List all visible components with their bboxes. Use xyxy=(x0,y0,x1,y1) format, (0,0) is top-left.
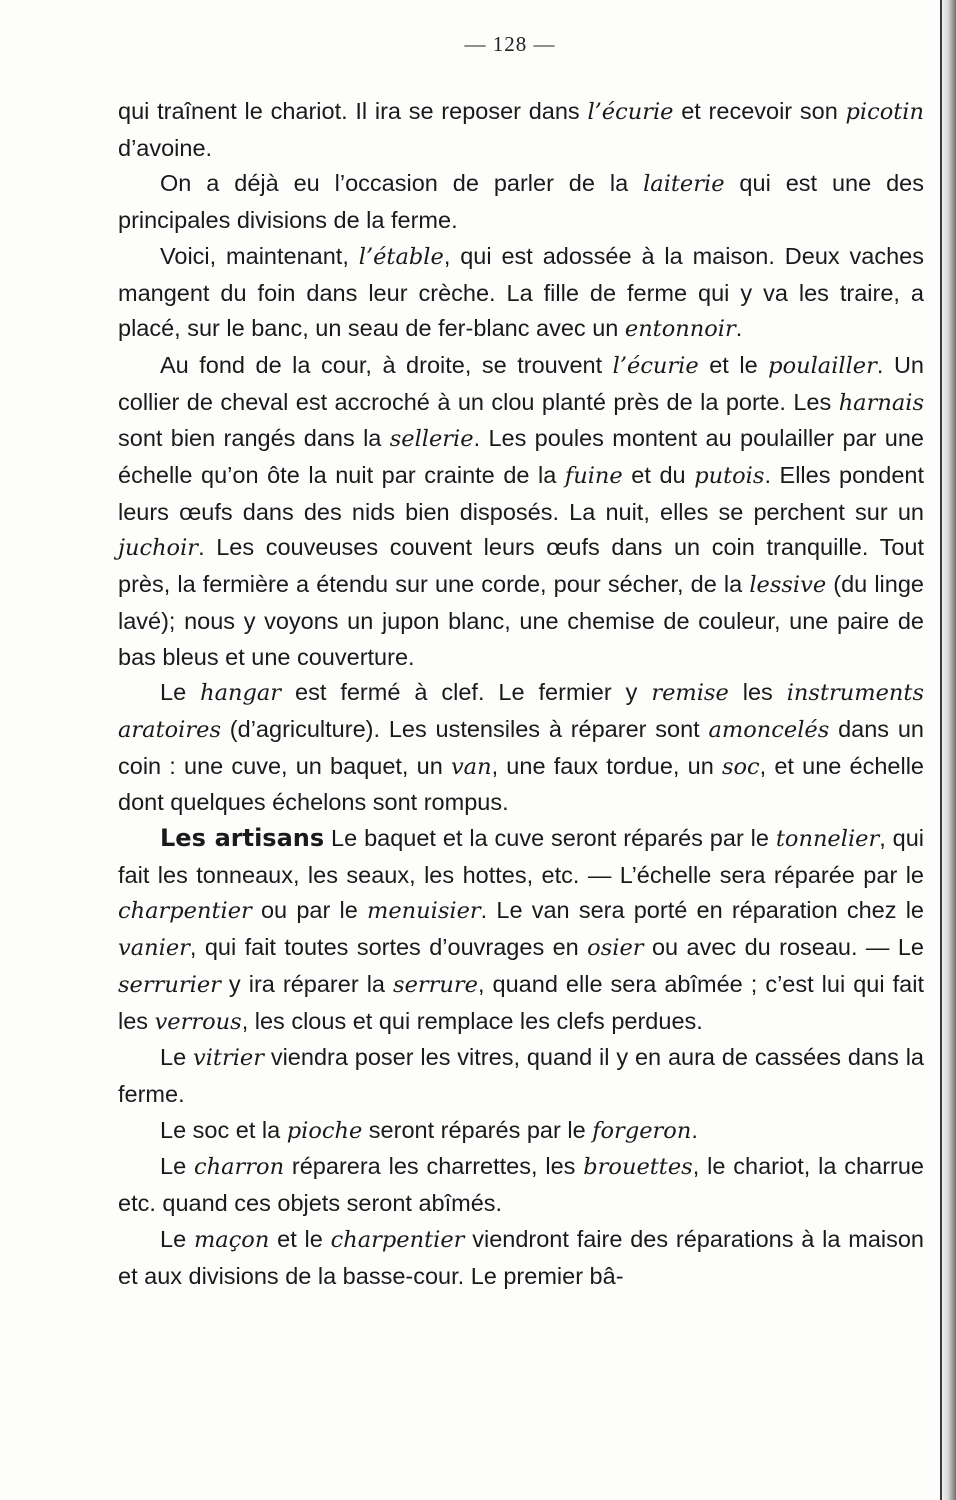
italic-term: tonnelier xyxy=(775,826,880,853)
paragraph: Le charron réparera les charrettes, les brouettes, le chariot, la charrue etc. quand ces objets seront abîmés. xyxy=(118,1153,924,1217)
paragraph: Au fond de la cour, à droite, se trouvent l’écurie et le poulailler. Un collier de cheval est accroché à un clou planté près de la porte. Les harnais sont bien rangés dans la sellerie. Les poules montent au poulailler par une échelle qu’on ôte la nuit par crainte de la fuine et du putois. Elles pondent leurs œufs dans des nids bien disposés. La nuit, elles se perchent sur un juchoir. Les couveuses couvent leurs œufs dans un coin tranquille. Tout près, la fermière a étendu sur une corde, pour sécher, de la lessive (du linge lavé); nous y voyons un jupon blanc, une chemise de couleur, une paire de bas bleus et une couverture. xyxy=(118,351,924,670)
italic-term: forgeron xyxy=(592,1117,692,1144)
italic-term: verrous xyxy=(154,1008,242,1035)
italic-term: pioche xyxy=(286,1117,363,1144)
italic-term: fuine xyxy=(564,463,623,490)
page-number: — 128 — xyxy=(464,32,556,56)
italic-term: lessive xyxy=(749,572,827,599)
italic-term: charpentier xyxy=(330,1226,465,1253)
page-edge xyxy=(940,0,942,1500)
italic-term: putois xyxy=(694,463,765,490)
italic-term: l’écurie xyxy=(612,352,699,379)
italic-term: instruments aratoires xyxy=(118,680,924,743)
italic-term: charron xyxy=(194,1154,285,1181)
body-text xyxy=(118,94,924,1294)
italic-term: charpentier xyxy=(118,898,252,925)
paragraph: Le maçon et le charpentier viendront faire des réparations à la maison et aux divisions de la basse-cour. Le premier bâ- xyxy=(118,1225,924,1289)
paragraph: Le hangar est fermé à clef. Le fermier y remise les instruments aratoires (d’agriculture). Les ustensiles à réparer sont amoncelés dans un coin : une cuve, un baquet, un van, une faux tordue, un soc, et une échelle dont quelques échelons sont rompus. xyxy=(118,679,925,816)
italic-term: l’étable xyxy=(358,243,444,270)
italic-term: maçon xyxy=(193,1226,270,1253)
italic-term: serrurier xyxy=(118,971,221,998)
paragraph: qui traînent le chariot. Il ira se reposer dans l’écurie et recevoir son picotin d’avoine. xyxy=(118,98,924,161)
italic-term: sellerie xyxy=(389,426,474,453)
paragraph: Voici, maintenant, l’étable, qui est adossée à la maison. Deux vaches mangent du foin dans leur crèche. La fille de ferme qui y va les traire, a placé, sur le banc, un seau de fer-blanc avec un entonnoir. xyxy=(118,242,924,343)
italic-term: remise xyxy=(651,680,729,707)
italic-term: amoncelés xyxy=(708,716,830,743)
italic-term: van xyxy=(450,753,492,780)
italic-term: serrure xyxy=(393,971,478,998)
section-heading: Les artisans xyxy=(160,824,325,853)
italic-term: picotin xyxy=(845,99,924,125)
italic-term: vitrier xyxy=(193,1045,264,1072)
italic-term: soc xyxy=(721,753,760,780)
italic-term: entonnoir xyxy=(624,316,736,343)
paragraph: Les artisans Le baquet et la cuve seront réparés par le tonnelier, qui fait les tonneaux, les seaux, les hottes, etc. — L’échelle sera réparée par le charpentier ou par le menuisier. Le van sera porté en réparation chez le vanier, qui fait toutes sortes d’ouvrages en osier ou avec du roseau. — Le serrurier y ira réparer la serrure, quand elle sera abîmée ; c’est lui qui fait les verrous, les clous et qui remplace les clefs perdues. xyxy=(118,824,924,1035)
italic-term: menuisier xyxy=(367,898,481,925)
italic-term: l’écurie xyxy=(587,99,674,125)
italic-term: poulailler xyxy=(768,352,877,379)
paragraph: Le vitrier viendra poser les vitres, quand il y en aura de cassées dans la ferme. xyxy=(118,1044,924,1107)
paragraph: Le soc et la pioche seront réparés par le forgeron. xyxy=(160,1116,698,1144)
italic-term: harnais xyxy=(838,389,924,416)
italic-term: juchoir xyxy=(118,535,199,562)
paragraph: On a déjà eu l’occasion de parler de la laiterie qui est une des principales divisions de la ferme. xyxy=(118,170,924,234)
italic-term: brouettes xyxy=(583,1154,693,1181)
italic-term: hangar xyxy=(200,680,282,707)
italic-term: laiterie xyxy=(643,171,725,198)
italic-term: osier xyxy=(587,935,644,962)
italic-term: vanier xyxy=(118,935,190,962)
